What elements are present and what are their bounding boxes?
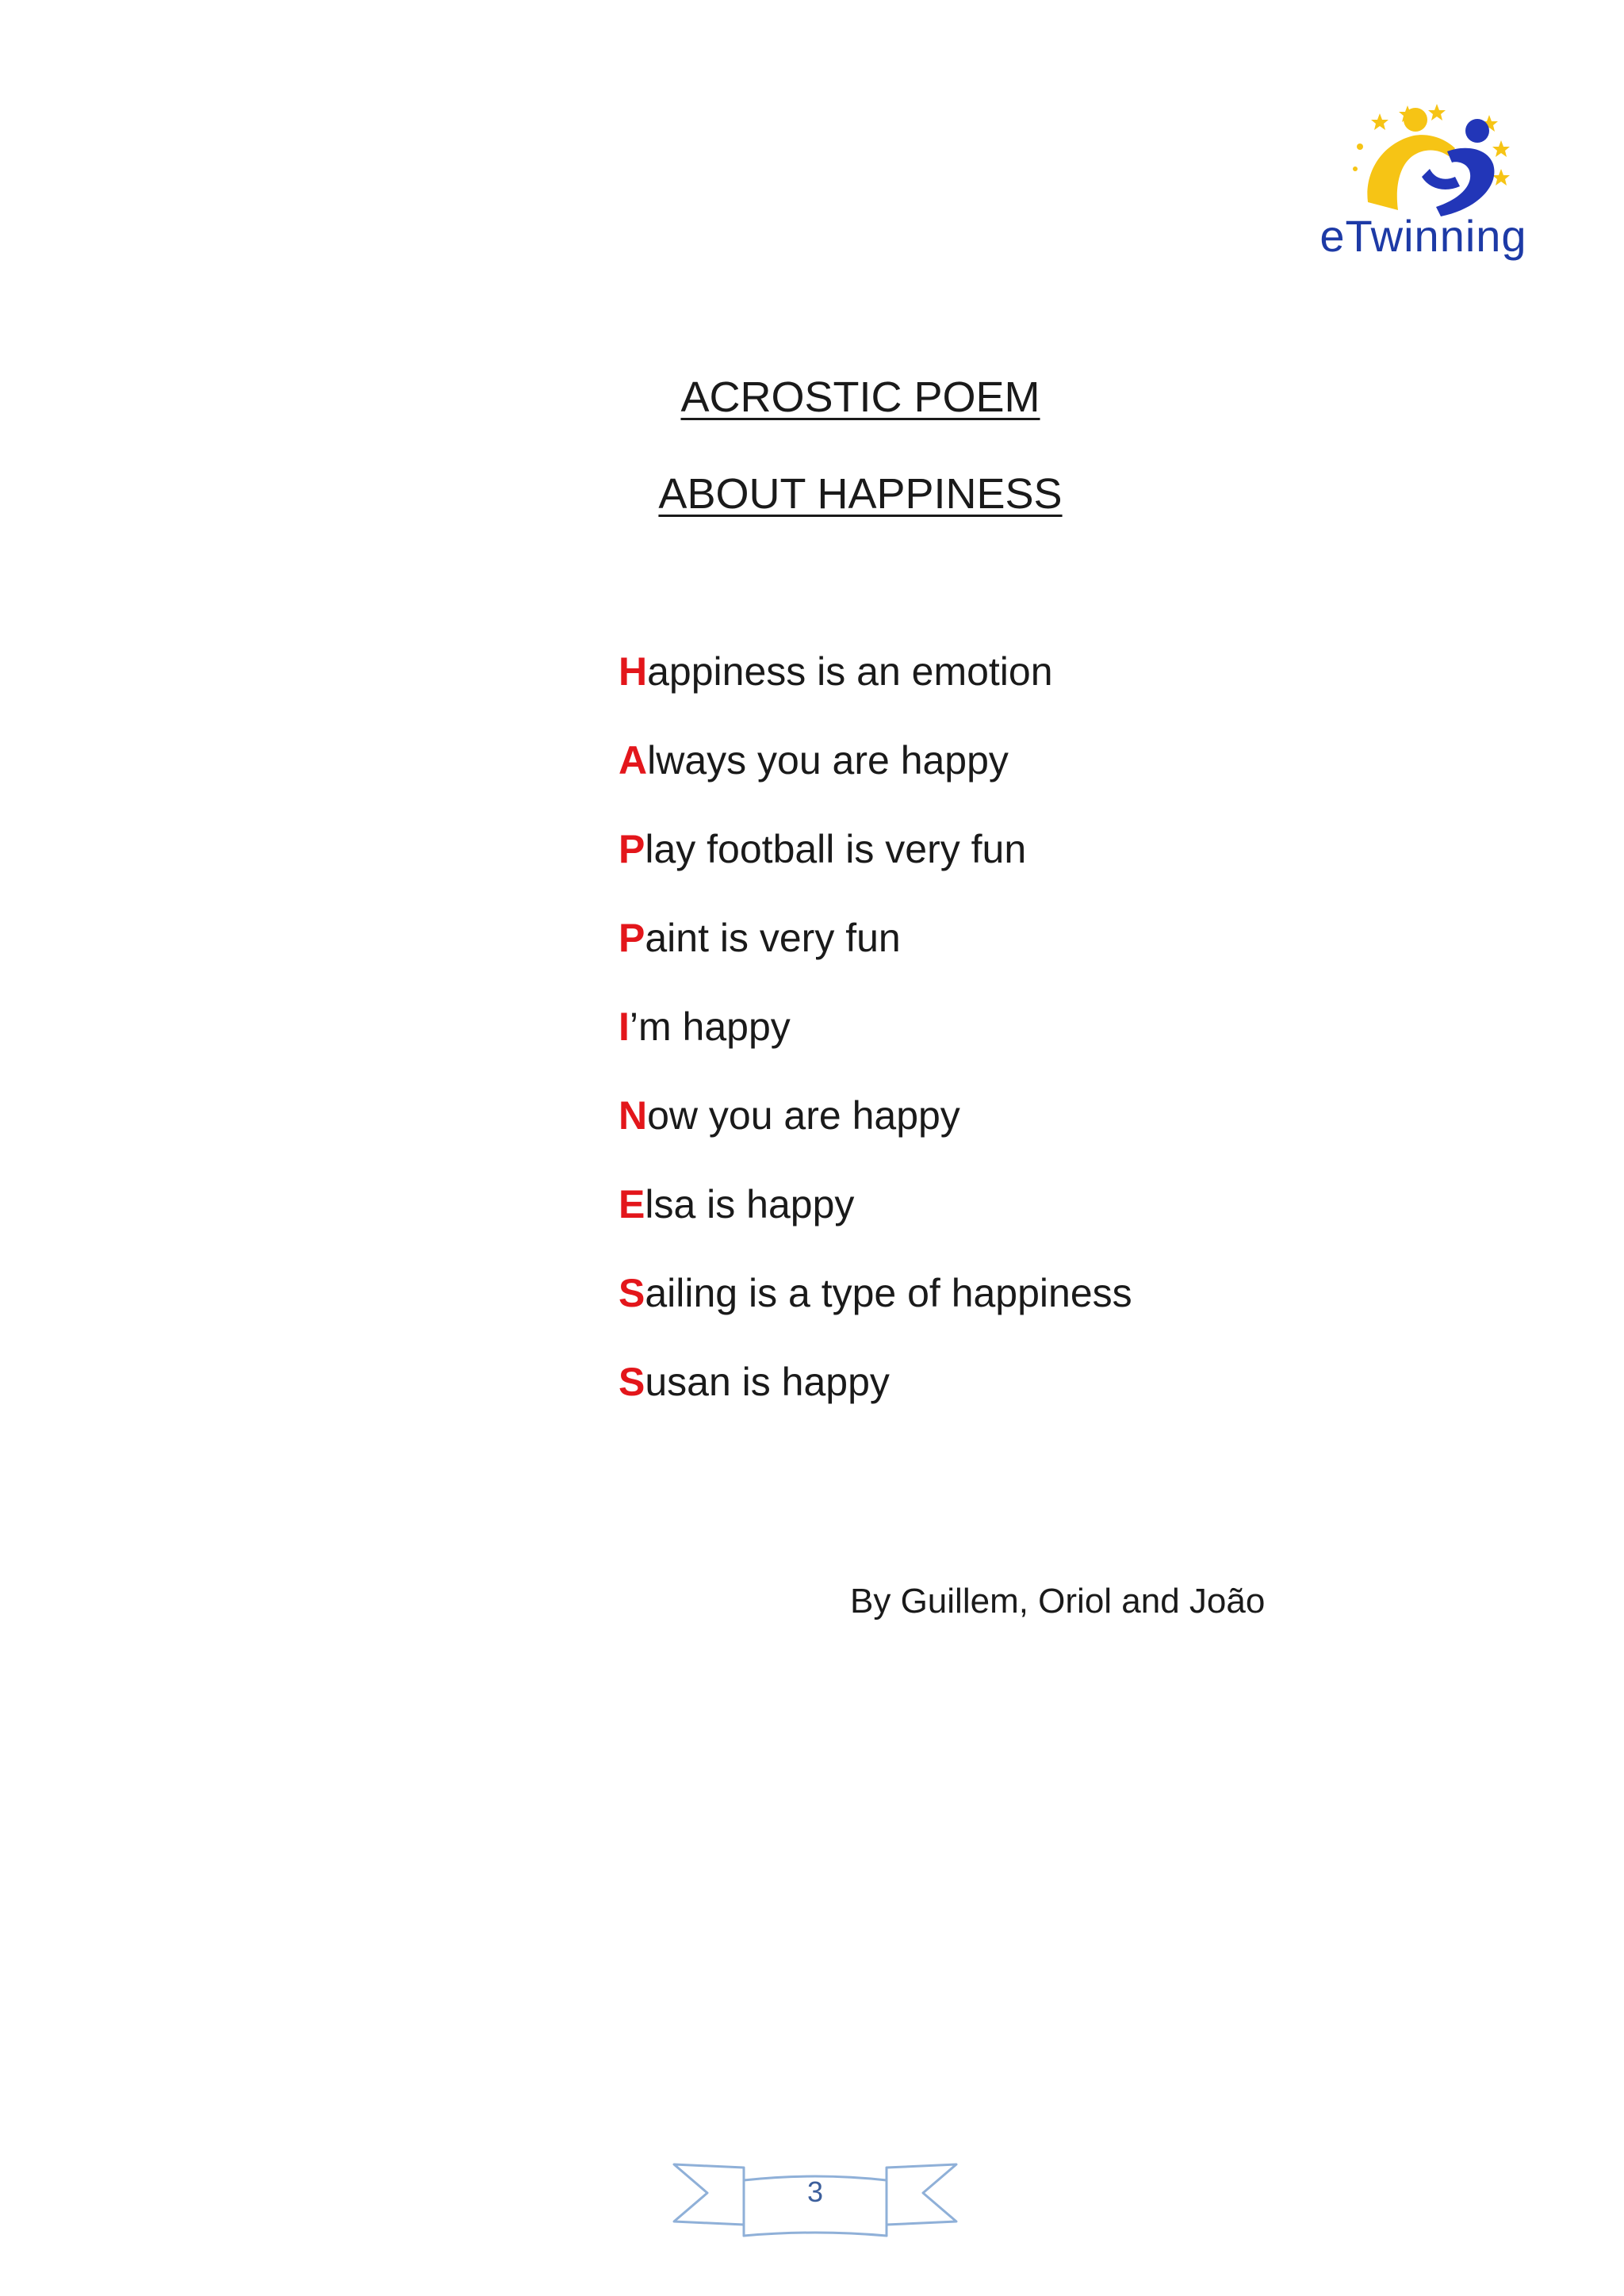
poem-line xyxy=(619,1178,1132,1267)
logo-text: eTwinning xyxy=(1320,211,1527,261)
poem-line xyxy=(619,1356,1132,1445)
poem-line-text: aint is very fun xyxy=(645,916,901,960)
poem-line xyxy=(619,1089,1132,1178)
poem-title-line-1: ACROSTIC POEM xyxy=(680,373,1040,421)
poem-line xyxy=(619,1001,1132,1089)
poem-line-initial: H xyxy=(619,649,648,694)
poem-line xyxy=(619,912,1132,1001)
poem-line-initial: E xyxy=(619,1182,645,1226)
poem-line-text: lsa is happy xyxy=(645,1182,855,1226)
poem-line xyxy=(619,1267,1132,1356)
poem-line-text: appiness is an emotion xyxy=(647,649,1053,694)
poem-line-text: ’m happy xyxy=(629,1004,791,1049)
poem-line-initial: I xyxy=(619,1004,630,1049)
poem-authors: By Guillem, Oriol and João xyxy=(850,1582,1266,1621)
poem-line-initial: N xyxy=(619,1093,648,1138)
acrostic-poem xyxy=(619,645,1132,1445)
poem-line xyxy=(619,645,1132,734)
poem-line-initial: P xyxy=(619,827,645,871)
etwinning-logo xyxy=(1304,99,1542,266)
poem-line-text: usan is happy xyxy=(645,1360,890,1404)
poem-line-text: ailing is a type of happiness xyxy=(645,1271,1132,1315)
poem-line-initial: A xyxy=(619,738,648,783)
page-number-ribbon xyxy=(672,2156,958,2244)
poem-line xyxy=(619,734,1132,823)
poem-line-text: lay football is very fun xyxy=(645,827,1027,871)
poem-line-text: lways you are happy xyxy=(647,738,1009,783)
poem-title-line-2: ABOUT HAPPINESS xyxy=(658,470,1063,518)
poem-line-initial: P xyxy=(619,916,645,960)
poem-line xyxy=(619,823,1132,912)
poem-line-text: ow you are happy xyxy=(647,1093,960,1138)
poem-line-initial: S xyxy=(619,1271,645,1315)
poem-line-initial: S xyxy=(619,1360,645,1404)
etwinning-logo-icon xyxy=(1336,99,1534,226)
page-number: 3 xyxy=(806,2175,824,2208)
